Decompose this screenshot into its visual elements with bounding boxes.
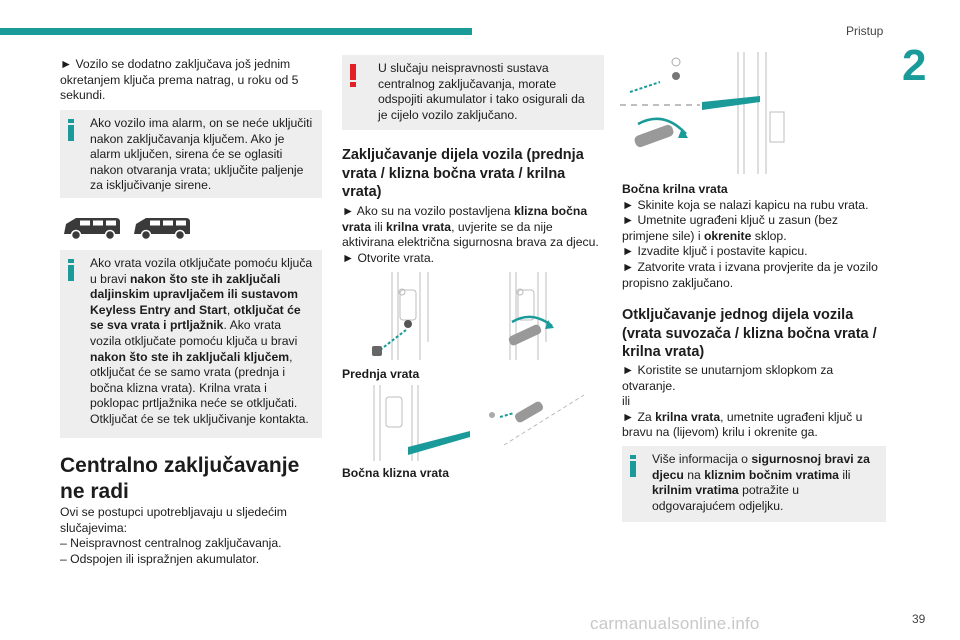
van-icon-left	[64, 218, 120, 240]
battery-warning	[342, 55, 604, 130]
partial-lock-heading: Zaključavanje dijela vozila (prednja vrata / klizna bočna vrata / krilna vrata)	[342, 147, 584, 200]
key-turn-right	[507, 317, 554, 347]
warning-icon	[350, 64, 356, 86]
rear-door-steps	[622, 182, 886, 291]
open-door-step: ► Otvorite vrata.	[342, 250, 434, 265]
van-icons	[62, 212, 190, 242]
rear-door-caption: Bočna krilna vrata	[622, 182, 728, 196]
unlock-key-note-text: Ako vrata vozila otključate pomoću ključa u bravi nakon što ste ih zaključali daljinskim upravljačem ili sustavom Keyless Entry and Start, otključat će se sva vrata i prtljažnik. Ako vrata vozila otključate pomoću ključa u bravi nakon što ste ih zaključali ključem, otključat će se samo vrata (prednja i bočna klizna vrata). Krilna vrata i poklopac prtljažnika neće se otključati. Otključat će se tek uključivanje kontakta.	[90, 256, 313, 426]
lock-extra-paragraph: ► Vozilo se dodatno zaključava još jednim okretanjem ključa prema natrag, u roku od 5 sekundi.	[60, 57, 299, 103]
wing-door-key-step: ► Za krilna vrata, umetnite ugrađeni ključ u bravu na (lijevom) krilu i okrenite ga.	[622, 409, 863, 440]
partial-lock-section	[342, 146, 604, 202]
rear-key-turn	[633, 119, 688, 149]
sliding-door-illustration	[362, 385, 590, 461]
sliding-door-caption: Bočna klizna vrata	[342, 466, 450, 480]
central-lock-case-2: – Odspojen ili ispražnjen akumulator.	[60, 551, 260, 566]
partial-lock-body	[342, 204, 604, 266]
central-lock-body	[60, 505, 322, 567]
rear-step-1: ► Skinite koja se nalazi kapicu na rubu vrata.	[622, 197, 869, 212]
rear-step-2: ► Umetnite ugrađeni ključ u zasun (bez primjene sile) i okrenite sklop.	[622, 213, 838, 243]
partial-unlock-section	[622, 306, 886, 362]
partial-unlock-body	[622, 363, 886, 441]
battery-warning-text: U slučaju neispravnosti sustava centralnog zaključavanja, morate odspojiti akumulator i tako osigurali da je cijelo vozilo zaključano.	[378, 61, 585, 122]
rear-step-3: ► Izvadite ključ i postavite kapicu.	[622, 244, 808, 259]
front-door-illustration	[362, 272, 590, 360]
central-lock-case-1: – Neispravnost centralnog zaključavanja.	[60, 536, 282, 551]
rear-cap-icon	[672, 58, 680, 80]
info-icon	[630, 455, 636, 477]
rear-step-4: ► Zatvorite vrata i izvana provjerite da je vozilo propisno zaključano.	[622, 259, 878, 290]
chapter-number: 2	[902, 41, 927, 90]
sliding-key	[489, 395, 584, 445]
alarm-note-text: Ako vozilo ima alarm, on se neće uključiti nakon zaključavanja ključem. Ako je alarm uključen, sirena će se oglasiti nakon otvaranja vrata; uključite paljenje za isključivanje sirene.	[90, 116, 313, 193]
rear-door-illustration	[620, 52, 786, 174]
inner-switch-step: ► Koristite se unutarnjom sklopkom za otvaranje.	[622, 363, 834, 393]
watermark: carmanualsonline.info	[590, 614, 760, 633]
front-door-caption: Prednja vrata	[342, 367, 420, 381]
info-icon	[68, 259, 74, 281]
central-lock-section	[60, 453, 322, 505]
section-title: Pristup	[846, 24, 884, 38]
alarm-note	[60, 110, 322, 198]
partial-unlock-heading: Otključavanje jednog dijela vozila (vrata suvozača / klizna bočna vrata / krilna vrata)	[622, 307, 877, 360]
info-icon	[68, 119, 74, 141]
child-lock-note-text: Više informacija o sigurnosnoj bravi za djecu na kliznim bočnim vratima ili krilnim vratima potražite u odgovarajućem odjeljku.	[652, 452, 870, 513]
page-number: 39	[912, 612, 926, 626]
unlock-key-note	[60, 250, 322, 438]
child-lock-check: ► Ako su na vozilo postavljena klizna bočna vrata ili krilna vrata, uvjerite se da nije aktivirana električna sigurnosna brava za djecu.	[342, 204, 599, 250]
central-lock-heading: Centralno zaključavanje ne radi	[60, 454, 300, 503]
central-lock-intro: Ovi se postupci upotrebljavaju u sljedećim slučajevima:	[60, 505, 287, 535]
child-lock-note	[622, 446, 886, 522]
col1-intro	[60, 57, 322, 104]
van-icon-right	[134, 218, 190, 240]
header-accent-bar	[0, 28, 472, 35]
or-text: ili	[622, 394, 631, 409]
